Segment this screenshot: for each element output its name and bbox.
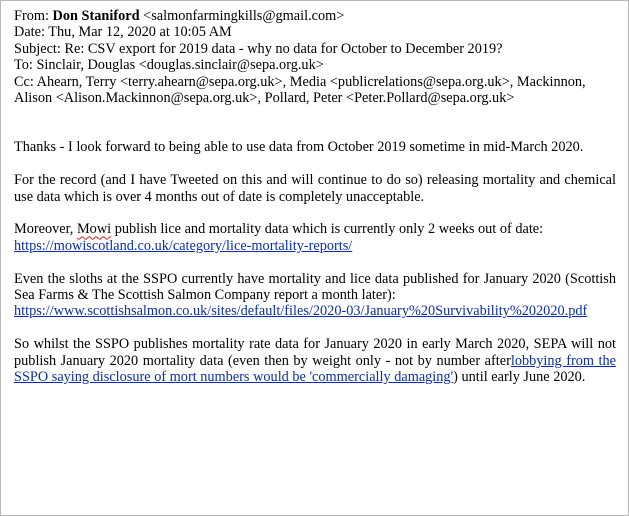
date-line [14, 24, 616, 40]
sender-name: Don Staniford [52, 8, 140, 24]
mowi-report-link[interactable]: https://mowiscotland.co.uk/category/lice-mortality-reports/ [14, 237, 353, 254]
to-line [14, 57, 616, 73]
from-label: From: [14, 8, 49, 24]
paragraph-thanks: Thanks - I look forward to being able to use data from October 2019 sometime in mid-March 2020. [14, 139, 584, 156]
paragraph-sepa [14, 336, 616, 385]
email-header [14, 8, 616, 106]
sepa-text-pre: So whilst the SSPO publishes mortality rate data for January 2020 in early March 2020, SEPA will not publish January 2020 mortality data (even then by weight only - not by number after [14, 336, 616, 369]
paragraph-sspo [14, 271, 616, 320]
mowi-text-post: publish lice and mortality data which is currently only 2 weeks out of date: [111, 221, 544, 238]
date-label: Date: [14, 24, 45, 41]
from-line [14, 8, 616, 24]
mowi-spellcheck-word: Mowi [76, 221, 112, 238]
mowi-text-pre: Moreover, [14, 221, 77, 238]
to-label: To: [14, 57, 33, 74]
cc-label: Cc: [14, 73, 34, 90]
email-body [14, 139, 616, 385]
subject-label: Subject: [14, 40, 61, 57]
subject-line [14, 41, 616, 57]
sspo-pdf-link[interactable]: https://www.scottishsalmon.co.uk/sites/default/files/2020-03/January%20Survivability%202020.pdf [14, 303, 588, 320]
subject-value: Re: CSV export for 2019 data - why no data for October to December 2019? [64, 40, 503, 57]
cc-recipients[interactable]: Ahearn, Terry <terry.ahearn@sepa.org.uk>, Media <publicrelations@sepa.org.uk>, Mackinnon, Alison <Alison.Mackinnon@sepa.org.uk>, Pollard, Peter <Peter.Pollard@sepa.org.uk> [14, 73, 586, 107]
paragraph-record: For the record (and I have Tweeted on this and will continue to do so) releasing mortality and chemical use data which is over 4 months out of date is completely unacceptable. [14, 172, 616, 205]
sender-email[interactable]: <salmonfarmingkills@gmail.com> [143, 8, 345, 24]
sepa-text-post: ) until early June 2020. [453, 369, 586, 386]
date-value: Thu, Mar 12, 2020 at 10:05 AM [48, 24, 232, 41]
paragraph-mowi [14, 221, 616, 254]
sspo-text: Even the sloths at the SSPO currently have mortality and lice data published for January 2020 (Scottish Sea Farms & The Scottish Salmon Company report a month later): [14, 270, 616, 304]
to-recipients[interactable]: Sinclair, Douglas <douglas.sinclair@sepa.org.uk> [36, 57, 324, 74]
lobbying-link[interactable]: lobbying from the SSPO saying disclosure of mort numbers would be 'commercially damaging' [14, 352, 616, 386]
cc-line [14, 74, 616, 107]
email-content [14, 8, 616, 385]
header-body-gap [14, 106, 616, 139]
